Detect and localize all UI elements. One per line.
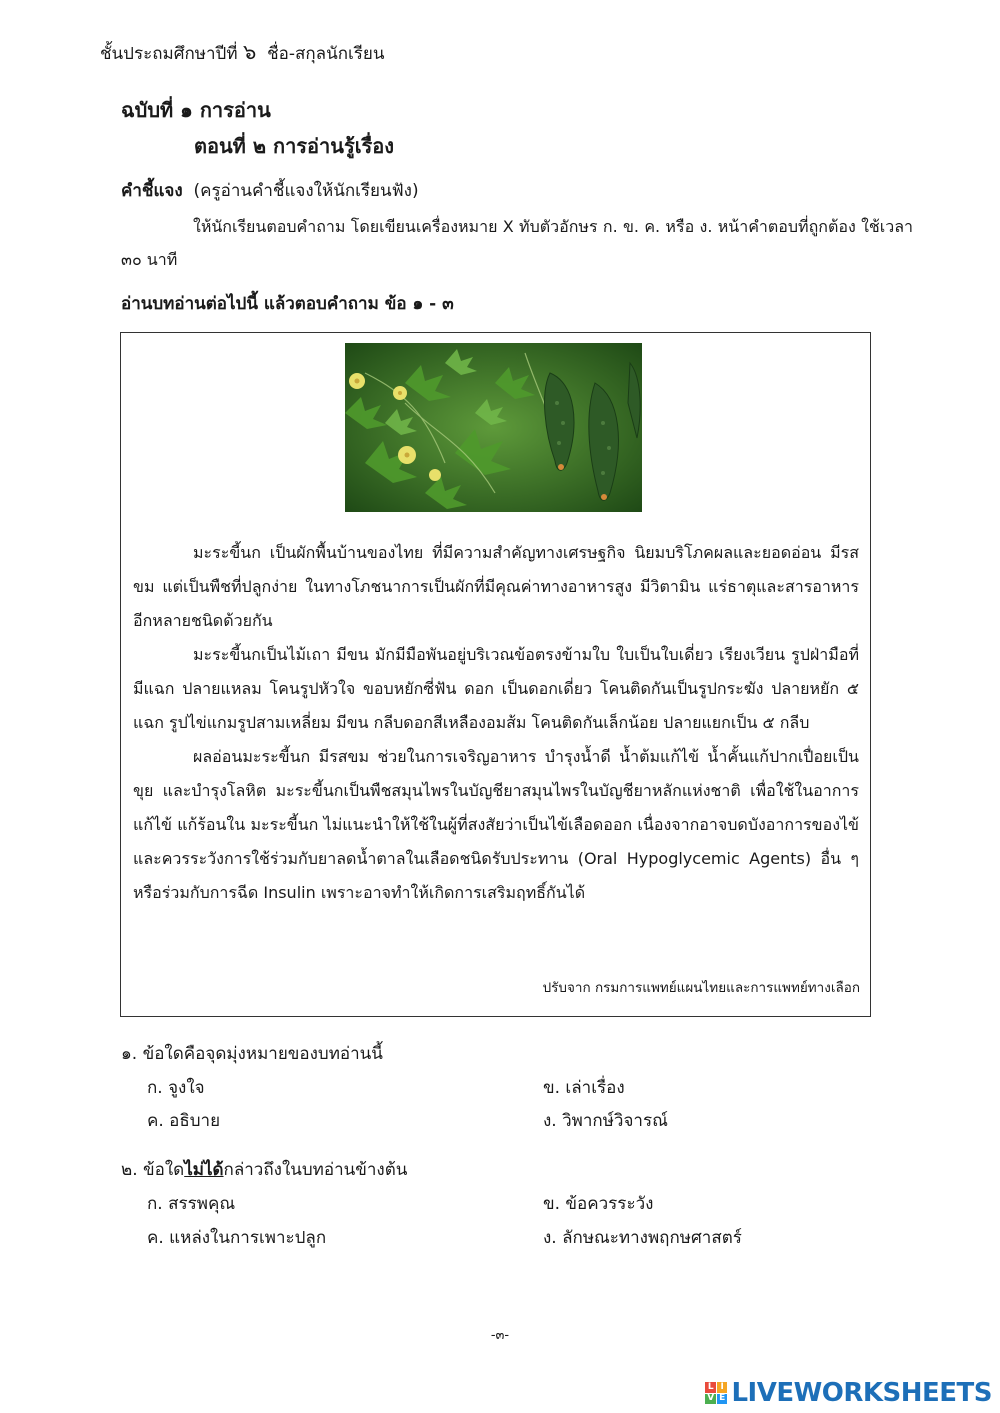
question-1-option-d[interactable]: ง. วิพากษ์วิจารณ์ <box>543 1111 668 1131</box>
logo-letter: V <box>707 1393 715 1404</box>
question-1-option-a[interactable]: ก. จูงใจ <box>147 1078 205 1098</box>
question-2-option-b[interactable]: ข. ข้อควรระวัง <box>543 1194 654 1214</box>
question-2-option-d[interactable]: ง. ลักษณะทางพฤกษศาสตร์ <box>543 1228 742 1248</box>
grade-number: ๖ <box>242 40 257 64</box>
section-subtitle: ตอนที่ ๒ การอ่านรู้เรื่อง <box>194 134 395 158</box>
student-header <box>100 36 385 69</box>
section-title: ฉบับที่ ๑ การอ่าน <box>121 98 271 122</box>
liveworksheets-brand[interactable] <box>705 1376 992 1410</box>
passage-source: ปรับจาก กรมการแพทย์แผนไทยและการแพทย์ทางเลือก <box>542 980 860 996</box>
question-2-emphasis: ไม่ได้ <box>184 1160 224 1180</box>
question-1: ๑. ข้อใดคือจุดมุ่งหมายของบทอ่านนี้ <box>121 1044 383 1064</box>
question-1-option-c[interactable]: ค. อธิบาย <box>147 1111 221 1131</box>
instructions-body: ให้นักเรียนตอบคำถาม โดยเขียนเครื่องหมาย X ทับตัวอักษร ก. ข. ค. หรือ ง. หน้าคำตอบที่ถูกต้อง ใช้เวลา ๓๐ นาที <box>121 217 913 269</box>
question-1-option-b[interactable]: ข. เล่าเรื่อง <box>543 1078 625 1098</box>
bitter-gourd-photo <box>345 343 642 512</box>
question-2 <box>121 1156 407 1183</box>
question-2-suffix: กล่าวถึงในบทอ่านข้างต้น <box>223 1160 408 1180</box>
grade-label: ชั้นประถมศึกษาปีที่ <box>100 44 238 64</box>
passage-paragraph: มะระขี้นกเป็นไม้เถา มีขน มักมีมือพันอยู่บริเวณข้อตรงข้ามใบ ใบเป็นใบเดี่ยว เรียงเวียน รูปฝ่ามือที่มีแฉก ปลายแหลม โคนรูปหัวใจ ขอบหยักซี่ฟัน ดอก เป็นดอกเดี่ยว โคนติดกันเป็นรูปกระฆัง ปลายหยัก ๕ แฉก รูปไข่แกมรูปสามเหลี่ยม มีขน กลีบดอกสีเหลืองอมส้ม โคนติดกันเล็กน้อย ปลายแยกเป็น ๕ กลีบ <box>133 645 859 732</box>
page-number: -๓- <box>490 1328 510 1343</box>
instructions-label: คำชี้แจง <box>121 181 183 201</box>
logo-letter: I <box>717 1382 728 1393</box>
question-2-prefix: ๒. ข้อใด <box>121 1160 185 1180</box>
logo-letter: E <box>717 1394 728 1405</box>
reading-prompt: อ่านบทอ่านต่อไปนี้ แล้วตอบคำถาม ข้อ ๑ - ๓ <box>121 294 454 314</box>
question-2-option-a[interactable]: ก. สรรพคุณ <box>147 1194 236 1214</box>
liveworksheets-logo-icon <box>705 1382 727 1404</box>
passage-paragraph: มะระขี้นก เป็นผักพื้นบ้านของไทย ที่มีความสำคัญทางเศรษฐกิจ นิยมบริโภคผลและยอดอ่อน มีรสขม แต่เป็นพืชที่ปลูกง่าย ในทางโภชนาการเป็นผักที่มีคุณค่าทางอาหารสูง มีวิตามิน แร่ธาตุและสารอาหารอีกหลายชนิดด้วยกัน <box>133 543 859 630</box>
logo-letter: L <box>705 1382 716 1393</box>
bitter-gourd-illustration <box>345 343 642 512</box>
student-name-label: ชื่อ-สกุลนักเรียน <box>267 44 385 64</box>
question-2-option-c[interactable]: ค. แหล่งในการเพาะปลูก <box>147 1228 327 1248</box>
passage-paragraph: ผลอ่อนมะระขี้นก มีรสขม ช่วยในการเจริญอาหาร บำรุงน้ำดี น้ำต้มแก้ไข้ น้ำคั้นแก้ปากเปื่อยเป็นขุย และบำรุงโลหิต มะระขี้นกเป็นพืชสมุนไพรในบัญชียาสมุนไพรในบัญชียาหลักแห่งชาติ เพื่อใช้ในอาการแก้ไข้ แก้ร้อนใน มะระขี้นก ไม่แนะนำให้ใช้ในผู้ที่สงสัยว่าเป็นไข้เลือดออก เนื่องจากอาจบดบังอาการของไข้และควรระวังการใช้ร่วมกับยาลดน้ำตาลในเลือดชนิดรับประทาน (Oral Hypoglycemic Agents) อื่น ๆ หรือร่วมกับการฉีด Insulin เพราะอาจทำให้เกิดการเสริมฤทธิ์กันได้ <box>133 747 859 902</box>
liveworksheets-wordmark: LIVEWORKSHEETS <box>731 1378 992 1408</box>
instructions-note: (ครูอ่านคำชี้แจงให้นักเรียนฟัง) <box>193 181 419 201</box>
reading-passage <box>133 536 859 910</box>
instructions-heading <box>121 177 419 204</box>
